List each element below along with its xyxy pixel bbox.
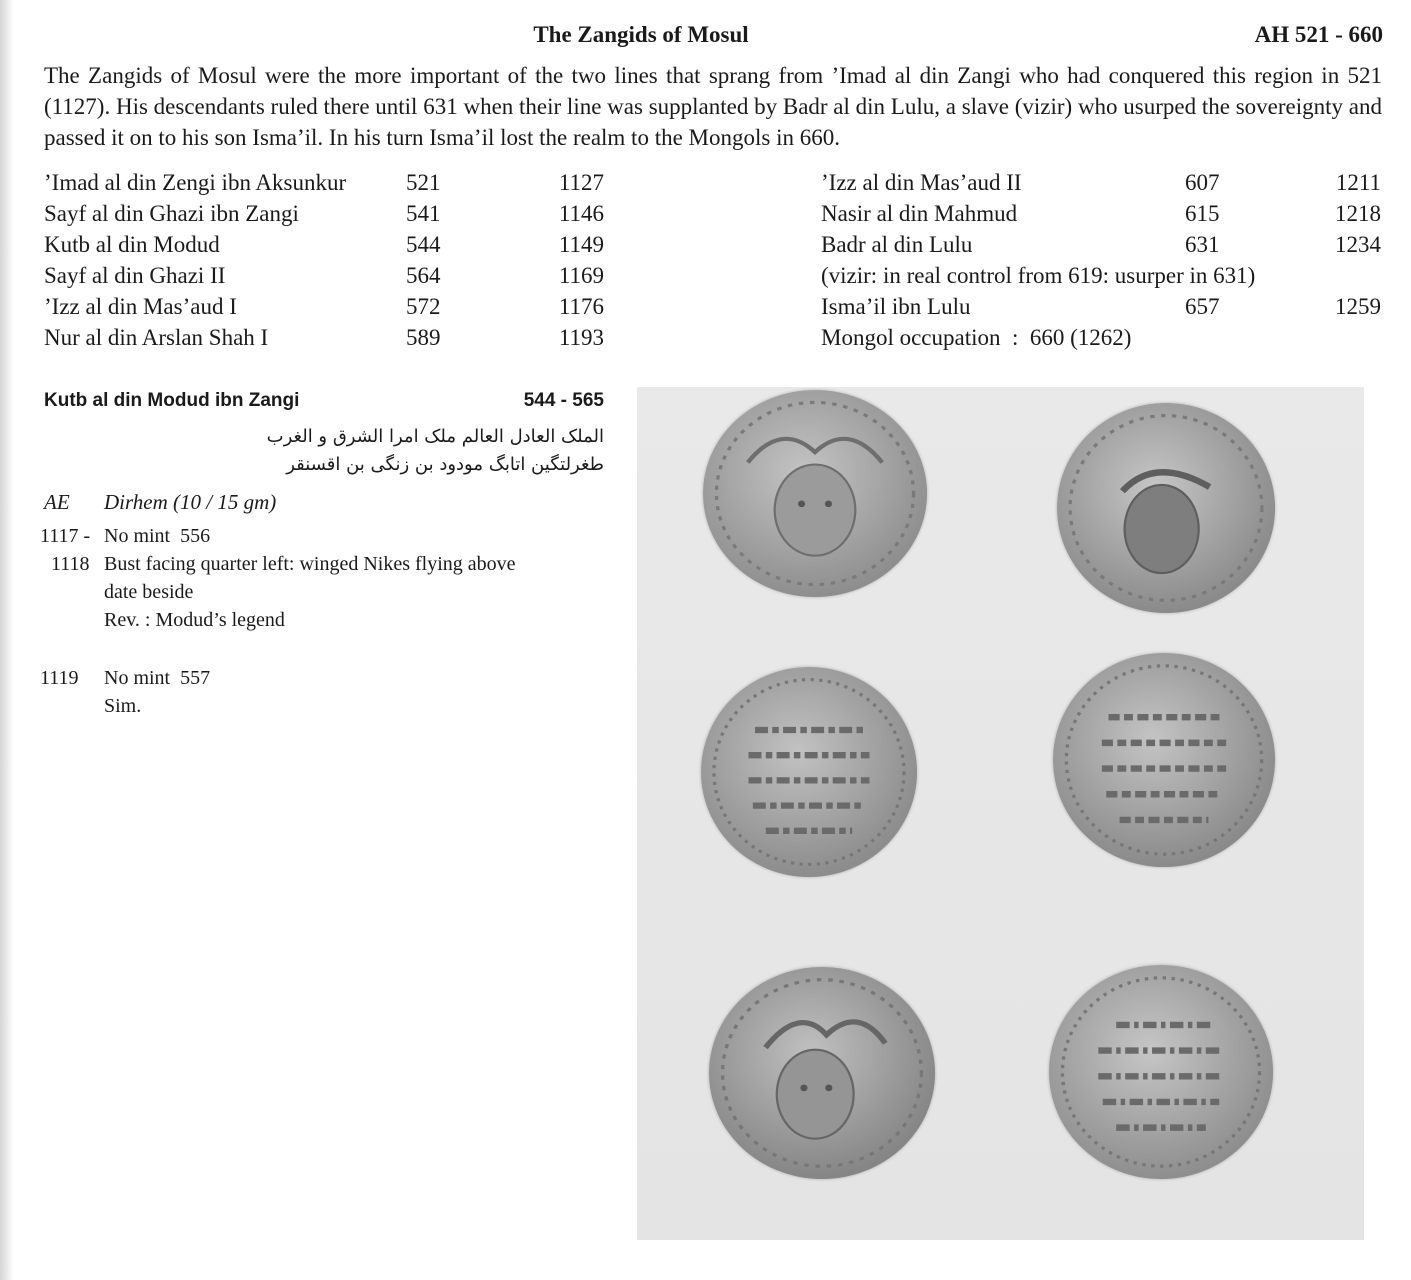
catalog-entry — [40, 664, 210, 720]
ruler-name: Isma’il ibn Lulu — [821, 294, 971, 319]
entry-text: Rev. : Modud’s legend — [104, 609, 285, 631]
coin-image-reverse-legend — [1049, 965, 1273, 1179]
ruler-ce: 1169 — [558, 263, 604, 288]
metal-code: AE — [44, 490, 70, 514]
coin-bust-graphic — [703, 390, 927, 597]
ruler-note-row — [821, 263, 1381, 294]
section-ruler: Kutb al din Modud ibn Zangi — [44, 390, 300, 411]
entry-text: No mint 556 — [104, 525, 211, 547]
ruler-name: Sayf al din Ghazi ibn Zangi — [44, 201, 299, 226]
coin-legend-graphic — [1053, 653, 1275, 867]
ruler-ce: 1193 — [558, 325, 604, 350]
coin-image-obverse-1117 — [703, 390, 927, 597]
coin-legend-graphic — [1049, 965, 1273, 1179]
ruler-name: Badr al din Lulu — [821, 232, 973, 257]
ruler-row — [44, 201, 604, 232]
ruler-ah: 521 — [406, 170, 441, 195]
ruler-ce: 1176 — [558, 294, 604, 319]
coin-image-reverse-legend — [1053, 653, 1275, 867]
ruler-ce: 1234 — [1335, 232, 1381, 257]
ruler-ce: 1127 — [558, 170, 604, 195]
ruler-ce: 1259 — [1335, 294, 1381, 319]
ruler-name: Nur al din Arslan Shah I — [44, 325, 269, 350]
ruler-name: Nasir al din Mahmud — [821, 201, 1018, 226]
ruler-row — [821, 201, 1381, 232]
denomination-line — [44, 490, 276, 515]
ruler-ce: 1211 — [1335, 170, 1381, 195]
arabic-legend-line-2: طغرلتگین اتابگ مودود بن زنگی بن اقسنقر — [286, 454, 604, 475]
mongol-occupation: Mongol occupation : 660 (1262) — [821, 325, 1132, 350]
entry-text: date beside — [104, 581, 194, 603]
ruler-row — [44, 263, 604, 294]
section-range: 544 - 565 — [523, 390, 604, 411]
catalog-entry — [40, 522, 210, 550]
coin-legend-graphic — [701, 667, 917, 877]
catalog-entry — [51, 550, 516, 634]
entry-text: No mint 557 — [104, 667, 211, 689]
ruler-ah: 657 — [1185, 294, 1220, 319]
ruler-ah: 589 — [406, 325, 441, 350]
ruler-name: Kutb al din Modud — [44, 232, 220, 257]
section-heading — [44, 390, 604, 412]
ruler-ah: 564 — [406, 263, 441, 288]
arabic-legend-line-1: الملک العادل العالم ملک امرا الشرق و الغرب — [266, 426, 604, 447]
ruler-ah: 615 — [1185, 201, 1220, 226]
coin-image-obverse-bust — [709, 967, 935, 1179]
ruler-row — [44, 325, 604, 356]
ruler-name: Sayf al din Ghazi II — [44, 263, 226, 288]
ruler-row — [821, 170, 1381, 201]
ruler-table-left — [44, 170, 604, 356]
ruler-ce: 1149 — [558, 232, 604, 257]
ruler-row — [821, 232, 1381, 263]
coin-image-reverse-legend — [701, 667, 917, 877]
entry-text: Bust facing quarter left: winged Nikes flying above — [104, 553, 516, 575]
ruler-ce: 1218 — [1335, 201, 1381, 226]
ruler-ah: 541 — [406, 201, 441, 226]
entry-number: 1119 — [40, 667, 79, 689]
page-edge-shadow — [0, 0, 14, 1280]
ruler-ah: 544 — [406, 232, 441, 257]
ruler-ah: 631 — [1185, 232, 1220, 257]
ruler-row — [44, 170, 604, 201]
ruler-row — [44, 232, 604, 263]
coin-image-obverse-1119 — [1057, 403, 1275, 613]
ruler-ah: 572 — [406, 294, 441, 319]
ruler-name: ’Izz al din Mas’aud I — [44, 294, 237, 319]
coin-bust-graphic — [709, 967, 935, 1179]
ruler-name: ’Imad al din Zengi ibn Aksunkur — [44, 170, 347, 195]
coin-bust-graphic — [1057, 403, 1275, 613]
ruler-name: ’Izz al din Mas’aud II — [821, 170, 1022, 195]
coin-photo-plate — [637, 387, 1364, 1240]
page-date-range: AH 521 - 660 — [1254, 22, 1383, 47]
ruler-table-right — [821, 170, 1381, 356]
ruler-ah: 607 — [1185, 170, 1220, 195]
entry-number: 1117 - — [40, 525, 91, 547]
entry-number: 1118 — [51, 553, 90, 575]
ruler-ce: 1146 — [558, 201, 604, 226]
ruler-row — [821, 294, 1381, 325]
denomination: Dirhem (10 / 15 gm) — [104, 490, 277, 514]
page-title: The Zangids of Mosul — [533, 22, 749, 47]
mongol-row — [821, 325, 1381, 356]
ruler-row — [44, 294, 604, 325]
ruler-note: (vizir: in real control from 619: usurper in 631) — [821, 263, 1256, 288]
entry-text: Sim. — [104, 695, 142, 717]
intro-paragraph: The Zangids of Mosul were the more important of the two lines that sprang from ’Imad al din Zangi who had conquered this region in 521 (1127). His descendants ruled there until 631 when their line was supplanted by Badr al din Lulu, a slave (vizir) who usurped the sovereignty and passed it on to his son Isma’il. In his turn Isma’il lost the realm to the Mongols in 660. — [44, 63, 1382, 150]
